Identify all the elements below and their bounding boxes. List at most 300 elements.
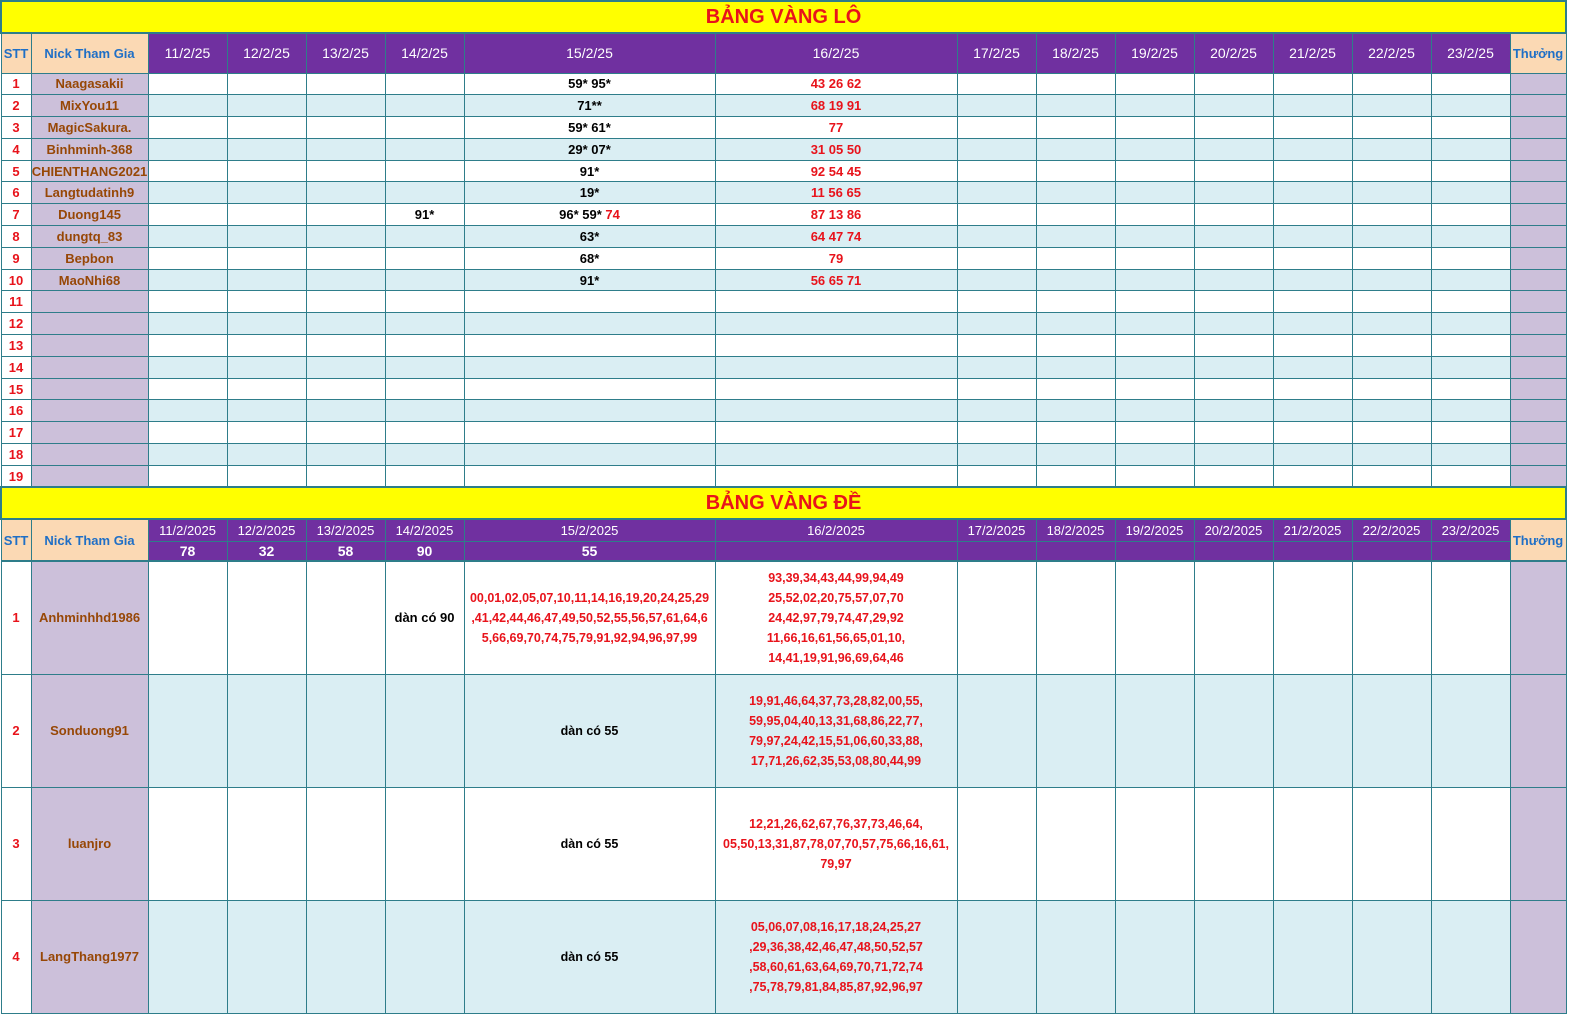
entry-cell[interactable] <box>1431 356 1510 378</box>
entry-cell[interactable] <box>1194 787 1273 900</box>
entry-cell[interactable] <box>148 291 227 313</box>
entry-cell[interactable] <box>385 335 464 357</box>
entry-cell[interactable] <box>1036 247 1115 269</box>
entry-cell[interactable] <box>1352 335 1431 357</box>
entry-cell[interactable] <box>148 138 227 160</box>
entry-cell[interactable]: 68 19 91 <box>715 95 957 117</box>
entry-cell[interactable] <box>1115 247 1194 269</box>
entry-cell[interactable] <box>1431 247 1510 269</box>
entry-cell[interactable] <box>227 247 306 269</box>
entry-cell[interactable] <box>1431 313 1510 335</box>
entry-cell[interactable] <box>306 138 385 160</box>
entry-cell[interactable] <box>306 787 385 900</box>
entry-cell[interactable]: 64 47 74 <box>715 226 957 248</box>
entry-cell[interactable] <box>227 444 306 466</box>
entry-cell[interactable] <box>227 204 306 226</box>
entry-cell[interactable] <box>385 138 464 160</box>
entry-cell[interactable] <box>1194 291 1273 313</box>
entry-cell[interactable] <box>306 117 385 139</box>
entry-cell[interactable] <box>1273 444 1352 466</box>
entry-cell[interactable] <box>1273 900 1352 1013</box>
entry-cell[interactable] <box>148 674 227 787</box>
entry-cell[interactable] <box>1431 182 1510 204</box>
entry-cell[interactable] <box>1036 444 1115 466</box>
entry-cell[interactable] <box>148 95 227 117</box>
entry-cell[interactable] <box>385 73 464 95</box>
entry-cell[interactable] <box>385 247 464 269</box>
entry-cell[interactable] <box>957 291 1036 313</box>
entry-cell[interactable] <box>1273 269 1352 291</box>
entry-cell[interactable] <box>306 422 385 444</box>
entry-cell[interactable] <box>385 291 464 313</box>
entry-cell[interactable] <box>1352 291 1431 313</box>
entry-cell[interactable] <box>1273 400 1352 422</box>
entry-cell[interactable] <box>464 291 715 313</box>
entry-cell[interactable] <box>148 204 227 226</box>
entry-cell[interactable] <box>1194 561 1273 674</box>
entry-cell[interactable] <box>1115 356 1194 378</box>
entry-cell[interactable] <box>1036 182 1115 204</box>
entry-cell[interactable] <box>148 335 227 357</box>
entry-cell[interactable] <box>385 444 464 466</box>
entry-cell[interactable] <box>715 561 957 674</box>
entry-cell[interactable] <box>1273 73 1352 95</box>
entry-cell[interactable] <box>715 787 957 900</box>
entry-cell[interactable] <box>1273 204 1352 226</box>
entry-cell[interactable] <box>715 400 957 422</box>
entry-cell[interactable] <box>1115 378 1194 400</box>
entry-cell[interactable] <box>306 204 385 226</box>
entry-cell[interactable] <box>1352 160 1431 182</box>
entry-cell[interactable] <box>1036 204 1115 226</box>
entry-cell[interactable] <box>957 247 1036 269</box>
entry-cell[interactable] <box>1115 335 1194 357</box>
entry-cell[interactable] <box>385 900 464 1013</box>
entry-cell[interactable]: 31 05 50 <box>715 138 957 160</box>
entry-cell[interactable] <box>1431 335 1510 357</box>
entry-cell[interactable] <box>1194 422 1273 444</box>
entry-cell[interactable] <box>227 269 306 291</box>
entry-cell[interactable] <box>1036 787 1115 900</box>
entry-cell[interactable] <box>1273 247 1352 269</box>
entry-cell[interactable] <box>306 900 385 1013</box>
entry-cell[interactable] <box>957 335 1036 357</box>
entry-cell[interactable] <box>1352 117 1431 139</box>
entry-cell[interactable] <box>1352 313 1431 335</box>
entry-cell[interactable] <box>464 335 715 357</box>
entry-cell[interactable] <box>715 335 957 357</box>
entry-cell[interactable] <box>148 73 227 95</box>
entry-cell[interactable] <box>957 422 1036 444</box>
entry-cell[interactable] <box>715 900 957 1013</box>
entry-cell[interactable] <box>1036 465 1115 487</box>
entry-cell[interactable] <box>1115 900 1194 1013</box>
entry-cell[interactable]: dàn có 90 <box>385 561 464 674</box>
entry-cell[interactable] <box>1352 378 1431 400</box>
entry-cell[interactable] <box>385 465 464 487</box>
entry-cell[interactable] <box>1273 422 1352 444</box>
entry-cell[interactable] <box>227 73 306 95</box>
entry-cell[interactable] <box>464 73 715 95</box>
entry-cell[interactable] <box>1273 356 1352 378</box>
entry-cell[interactable] <box>148 900 227 1013</box>
entry-cell[interactable] <box>227 291 306 313</box>
entry-cell[interactable] <box>306 561 385 674</box>
entry-cell[interactable] <box>385 95 464 117</box>
entry-cell[interactable] <box>1273 226 1352 248</box>
entry-cell[interactable] <box>1273 674 1352 787</box>
entry-cell[interactable] <box>1431 73 1510 95</box>
entry-cell[interactable] <box>1273 313 1352 335</box>
entry-cell[interactable]: 77 <box>715 117 957 139</box>
entry-cell[interactable] <box>1036 160 1115 182</box>
entry-cell[interactable] <box>148 226 227 248</box>
entry-cell[interactable] <box>1194 378 1273 400</box>
entry-cell[interactable] <box>227 95 306 117</box>
entry-cell[interactable] <box>1352 674 1431 787</box>
entry-cell[interactable] <box>1194 160 1273 182</box>
entry-cell[interactable] <box>464 138 715 160</box>
entry-cell[interactable] <box>715 291 957 313</box>
entry-cell[interactable] <box>957 444 1036 466</box>
entry-cell[interactable] <box>1431 561 1510 674</box>
entry-cell[interactable] <box>1352 204 1431 226</box>
entry-cell[interactable] <box>385 356 464 378</box>
entry-cell[interactable] <box>957 73 1036 95</box>
entry-cell[interactable] <box>1115 204 1194 226</box>
entry-cell[interactable] <box>1431 204 1510 226</box>
entry-cell[interactable] <box>1115 787 1194 900</box>
entry-cell[interactable] <box>148 787 227 900</box>
entry-cell[interactable]: 11 56 65 <box>715 182 957 204</box>
entry-cell[interactable] <box>957 787 1036 900</box>
entry-cell[interactable] <box>148 117 227 139</box>
entry-cell[interactable] <box>957 313 1036 335</box>
entry-cell[interactable] <box>148 247 227 269</box>
entry-cell[interactable] <box>148 378 227 400</box>
entry-cell[interactable] <box>1273 117 1352 139</box>
entry-cell[interactable] <box>385 269 464 291</box>
entry-cell[interactable] <box>1352 182 1431 204</box>
entry-cell[interactable] <box>1036 226 1115 248</box>
entry-cell[interactable] <box>464 465 715 487</box>
entry-cell[interactable] <box>306 378 385 400</box>
entry-cell[interactable] <box>1036 269 1115 291</box>
entry-cell[interactable] <box>1431 117 1510 139</box>
entry-cell[interactable] <box>148 269 227 291</box>
entry-cell[interactable]: 91* <box>385 204 464 226</box>
entry-cell[interactable] <box>1115 95 1194 117</box>
entry-cell[interactable] <box>464 313 715 335</box>
entry-cell[interactable] <box>957 138 1036 160</box>
entry-cell[interactable] <box>1352 422 1431 444</box>
entry-cell[interactable] <box>1194 900 1273 1013</box>
entry-cell[interactable] <box>1194 226 1273 248</box>
entry-cell[interactable]: 56 65 71 <box>715 269 957 291</box>
entry-cell[interactable] <box>1036 400 1115 422</box>
entry-cell[interactable] <box>385 182 464 204</box>
entry-cell[interactable] <box>957 182 1036 204</box>
entry-cell[interactable] <box>227 674 306 787</box>
entry-cell[interactable] <box>385 400 464 422</box>
entry-cell[interactable] <box>306 226 385 248</box>
entry-cell[interactable] <box>148 182 227 204</box>
entry-cell[interactable] <box>1431 378 1510 400</box>
entry-cell[interactable] <box>957 356 1036 378</box>
entry-cell[interactable] <box>1273 335 1352 357</box>
entry-cell[interactable] <box>306 335 385 357</box>
entry-cell[interactable] <box>306 73 385 95</box>
entry-cell[interactable] <box>1036 73 1115 95</box>
entry-cell[interactable] <box>1036 900 1115 1013</box>
entry-cell[interactable] <box>306 313 385 335</box>
entry-cell[interactable] <box>1194 400 1273 422</box>
entry-cell[interactable] <box>957 95 1036 117</box>
entry-cell[interactable] <box>464 269 715 291</box>
entry-cell[interactable] <box>464 95 715 117</box>
entry-cell[interactable] <box>1115 226 1194 248</box>
entry-cell[interactable] <box>306 182 385 204</box>
entry-cell[interactable] <box>1273 561 1352 674</box>
entry-cell[interactable] <box>715 674 957 787</box>
entry-cell[interactable] <box>1194 182 1273 204</box>
entry-cell[interactable] <box>385 226 464 248</box>
entry-cell[interactable] <box>1115 444 1194 466</box>
entry-cell[interactable] <box>1036 291 1115 313</box>
entry-cell[interactable] <box>1273 465 1352 487</box>
entry-cell[interactable] <box>1431 674 1510 787</box>
entry-cell[interactable] <box>1036 422 1115 444</box>
entry-cell[interactable] <box>464 378 715 400</box>
entry-cell[interactable] <box>306 269 385 291</box>
entry-cell[interactable] <box>1036 335 1115 357</box>
entry-cell[interactable] <box>385 674 464 787</box>
entry-cell[interactable] <box>1115 269 1194 291</box>
entry-cell[interactable] <box>957 674 1036 787</box>
entry-cell[interactable] <box>957 204 1036 226</box>
entry-cell[interactable] <box>957 465 1036 487</box>
entry-cell[interactable] <box>1352 138 1431 160</box>
entry-cell[interactable] <box>464 900 715 1013</box>
entry-cell[interactable] <box>148 422 227 444</box>
entry-cell[interactable] <box>1115 674 1194 787</box>
entry-cell[interactable] <box>1194 444 1273 466</box>
entry-cell[interactable] <box>1036 138 1115 160</box>
entry-cell[interactable] <box>1431 444 1510 466</box>
entry-cell[interactable] <box>1352 465 1431 487</box>
entry-cell[interactable] <box>1352 787 1431 900</box>
entry-cell[interactable] <box>464 160 715 182</box>
entry-cell[interactable] <box>1431 160 1510 182</box>
entry-cell[interactable] <box>1352 247 1431 269</box>
entry-cell[interactable] <box>227 422 306 444</box>
entry-cell[interactable] <box>715 465 957 487</box>
entry-cell[interactable] <box>1431 900 1510 1013</box>
entry-cell[interactable] <box>306 160 385 182</box>
entry-cell[interactable] <box>1431 465 1510 487</box>
entry-cell[interactable] <box>148 160 227 182</box>
entry-cell[interactable] <box>1273 160 1352 182</box>
entry-cell[interactable] <box>464 444 715 466</box>
entry-cell[interactable] <box>148 444 227 466</box>
entry-cell[interactable] <box>1194 204 1273 226</box>
entry-cell[interactable] <box>957 900 1036 1013</box>
entry-cell[interactable] <box>227 160 306 182</box>
entry-cell[interactable] <box>1431 226 1510 248</box>
entry-cell[interactable] <box>385 117 464 139</box>
entry-cell[interactable] <box>1431 291 1510 313</box>
entry-cell[interactable] <box>1431 138 1510 160</box>
entry-cell[interactable] <box>1036 117 1115 139</box>
entry-cell[interactable] <box>1273 95 1352 117</box>
entry-cell[interactable] <box>464 787 715 900</box>
entry-cell[interactable] <box>1115 182 1194 204</box>
entry-cell[interactable]: 79 <box>715 247 957 269</box>
entry-cell[interactable] <box>957 561 1036 674</box>
entry-cell[interactable] <box>1036 561 1115 674</box>
entry-cell[interactable] <box>306 465 385 487</box>
entry-cell[interactable] <box>1431 400 1510 422</box>
entry-cell[interactable] <box>1036 95 1115 117</box>
entry-cell[interactable]: 92 54 45 <box>715 160 957 182</box>
entry-cell[interactable] <box>715 356 957 378</box>
entry-cell[interactable] <box>1194 95 1273 117</box>
entry-cell[interactable] <box>1431 787 1510 900</box>
entry-cell[interactable] <box>464 400 715 422</box>
entry-cell[interactable] <box>1036 378 1115 400</box>
entry-cell[interactable] <box>1194 247 1273 269</box>
entry-cell[interactable] <box>1352 400 1431 422</box>
entry-cell[interactable] <box>1115 422 1194 444</box>
entry-cell[interactable] <box>227 378 306 400</box>
entry-cell[interactable] <box>1194 73 1273 95</box>
entry-cell[interactable] <box>227 117 306 139</box>
entry-cell[interactable] <box>227 561 306 674</box>
entry-cell[interactable]: 87 13 86 <box>715 204 957 226</box>
entry-cell[interactable] <box>306 444 385 466</box>
entry-cell[interactable] <box>1115 400 1194 422</box>
entry-cell[interactable] <box>1036 674 1115 787</box>
entry-cell[interactable] <box>1273 182 1352 204</box>
entry-cell[interactable] <box>227 226 306 248</box>
entry-cell[interactable] <box>464 117 715 139</box>
entry-cell[interactable] <box>306 674 385 787</box>
entry-cell[interactable] <box>1194 313 1273 335</box>
entry-cell[interactable] <box>306 291 385 313</box>
entry-cell[interactable] <box>227 335 306 357</box>
entry-cell[interactable] <box>1273 787 1352 900</box>
entry-cell[interactable] <box>1431 95 1510 117</box>
entry-cell[interactable] <box>1431 269 1510 291</box>
entry-cell[interactable] <box>464 674 715 787</box>
entry-cell[interactable] <box>715 313 957 335</box>
entry-cell[interactable] <box>1194 674 1273 787</box>
entry-cell[interactable] <box>464 356 715 378</box>
entry-cell[interactable] <box>1194 138 1273 160</box>
entry-cell[interactable] <box>1115 313 1194 335</box>
entry-cell[interactable] <box>957 378 1036 400</box>
entry-cell[interactable] <box>1115 160 1194 182</box>
entry-cell[interactable] <box>1273 378 1352 400</box>
entry-cell[interactable] <box>227 313 306 335</box>
entry-cell[interactable] <box>1115 465 1194 487</box>
entry-cell[interactable] <box>464 182 715 204</box>
entry-cell[interactable] <box>464 561 715 674</box>
entry-cell[interactable] <box>385 378 464 400</box>
entry-cell[interactable] <box>464 204 715 226</box>
entry-cell[interactable] <box>715 422 957 444</box>
entry-cell[interactable] <box>306 247 385 269</box>
entry-cell[interactable] <box>385 160 464 182</box>
entry-cell[interactable] <box>957 160 1036 182</box>
entry-cell[interactable] <box>1352 95 1431 117</box>
entry-cell[interactable] <box>306 95 385 117</box>
entry-cell[interactable] <box>957 269 1036 291</box>
entry-cell[interactable] <box>1115 561 1194 674</box>
entry-cell[interactable] <box>1352 561 1431 674</box>
entry-cell[interactable] <box>148 356 227 378</box>
entry-cell[interactable] <box>385 313 464 335</box>
entry-cell[interactable] <box>464 422 715 444</box>
entry-cell[interactable] <box>385 422 464 444</box>
entry-cell[interactable] <box>227 465 306 487</box>
entry-cell[interactable] <box>1352 73 1431 95</box>
entry-cell[interactable] <box>1194 335 1273 357</box>
entry-cell[interactable] <box>957 226 1036 248</box>
entry-cell[interactable] <box>1352 269 1431 291</box>
entry-cell[interactable] <box>1273 291 1352 313</box>
entry-cell[interactable] <box>227 356 306 378</box>
entry-cell[interactable]: 43 26 62 <box>715 73 957 95</box>
entry-cell[interactable] <box>464 226 715 248</box>
entry-cell[interactable] <box>148 400 227 422</box>
entry-cell[interactable] <box>1352 226 1431 248</box>
entry-cell[interactable] <box>1431 422 1510 444</box>
entry-cell[interactable] <box>227 900 306 1013</box>
entry-cell[interactable] <box>227 400 306 422</box>
entry-cell[interactable] <box>148 313 227 335</box>
entry-cell[interactable] <box>1115 291 1194 313</box>
entry-cell[interactable] <box>957 400 1036 422</box>
entry-cell[interactable] <box>148 465 227 487</box>
entry-cell[interactable] <box>957 117 1036 139</box>
entry-cell[interactable] <box>1352 444 1431 466</box>
entry-cell[interactable] <box>1194 465 1273 487</box>
entry-cell[interactable] <box>148 561 227 674</box>
entry-cell[interactable] <box>1115 73 1194 95</box>
entry-cell[interactable] <box>1194 269 1273 291</box>
entry-cell[interactable] <box>1352 356 1431 378</box>
entry-cell[interactable] <box>227 182 306 204</box>
entry-cell[interactable] <box>715 444 957 466</box>
entry-cell[interactable] <box>227 787 306 900</box>
entry-cell[interactable] <box>715 378 957 400</box>
entry-cell[interactable] <box>306 400 385 422</box>
entry-cell[interactable] <box>1036 356 1115 378</box>
entry-cell[interactable] <box>306 356 385 378</box>
entry-cell[interactable] <box>1036 313 1115 335</box>
reward-cell <box>1510 400 1566 422</box>
entry-cell[interactable] <box>1273 138 1352 160</box>
entry-cell[interactable] <box>464 247 715 269</box>
entry-cell[interactable] <box>1115 138 1194 160</box>
entry-cell[interactable] <box>1115 117 1194 139</box>
entry-cell[interactable] <box>227 138 306 160</box>
entry-cell[interactable] <box>1194 356 1273 378</box>
entry-cell[interactable] <box>385 787 464 900</box>
entry-cell[interactable] <box>1352 900 1431 1013</box>
entry-cell[interactable] <box>1194 117 1273 139</box>
